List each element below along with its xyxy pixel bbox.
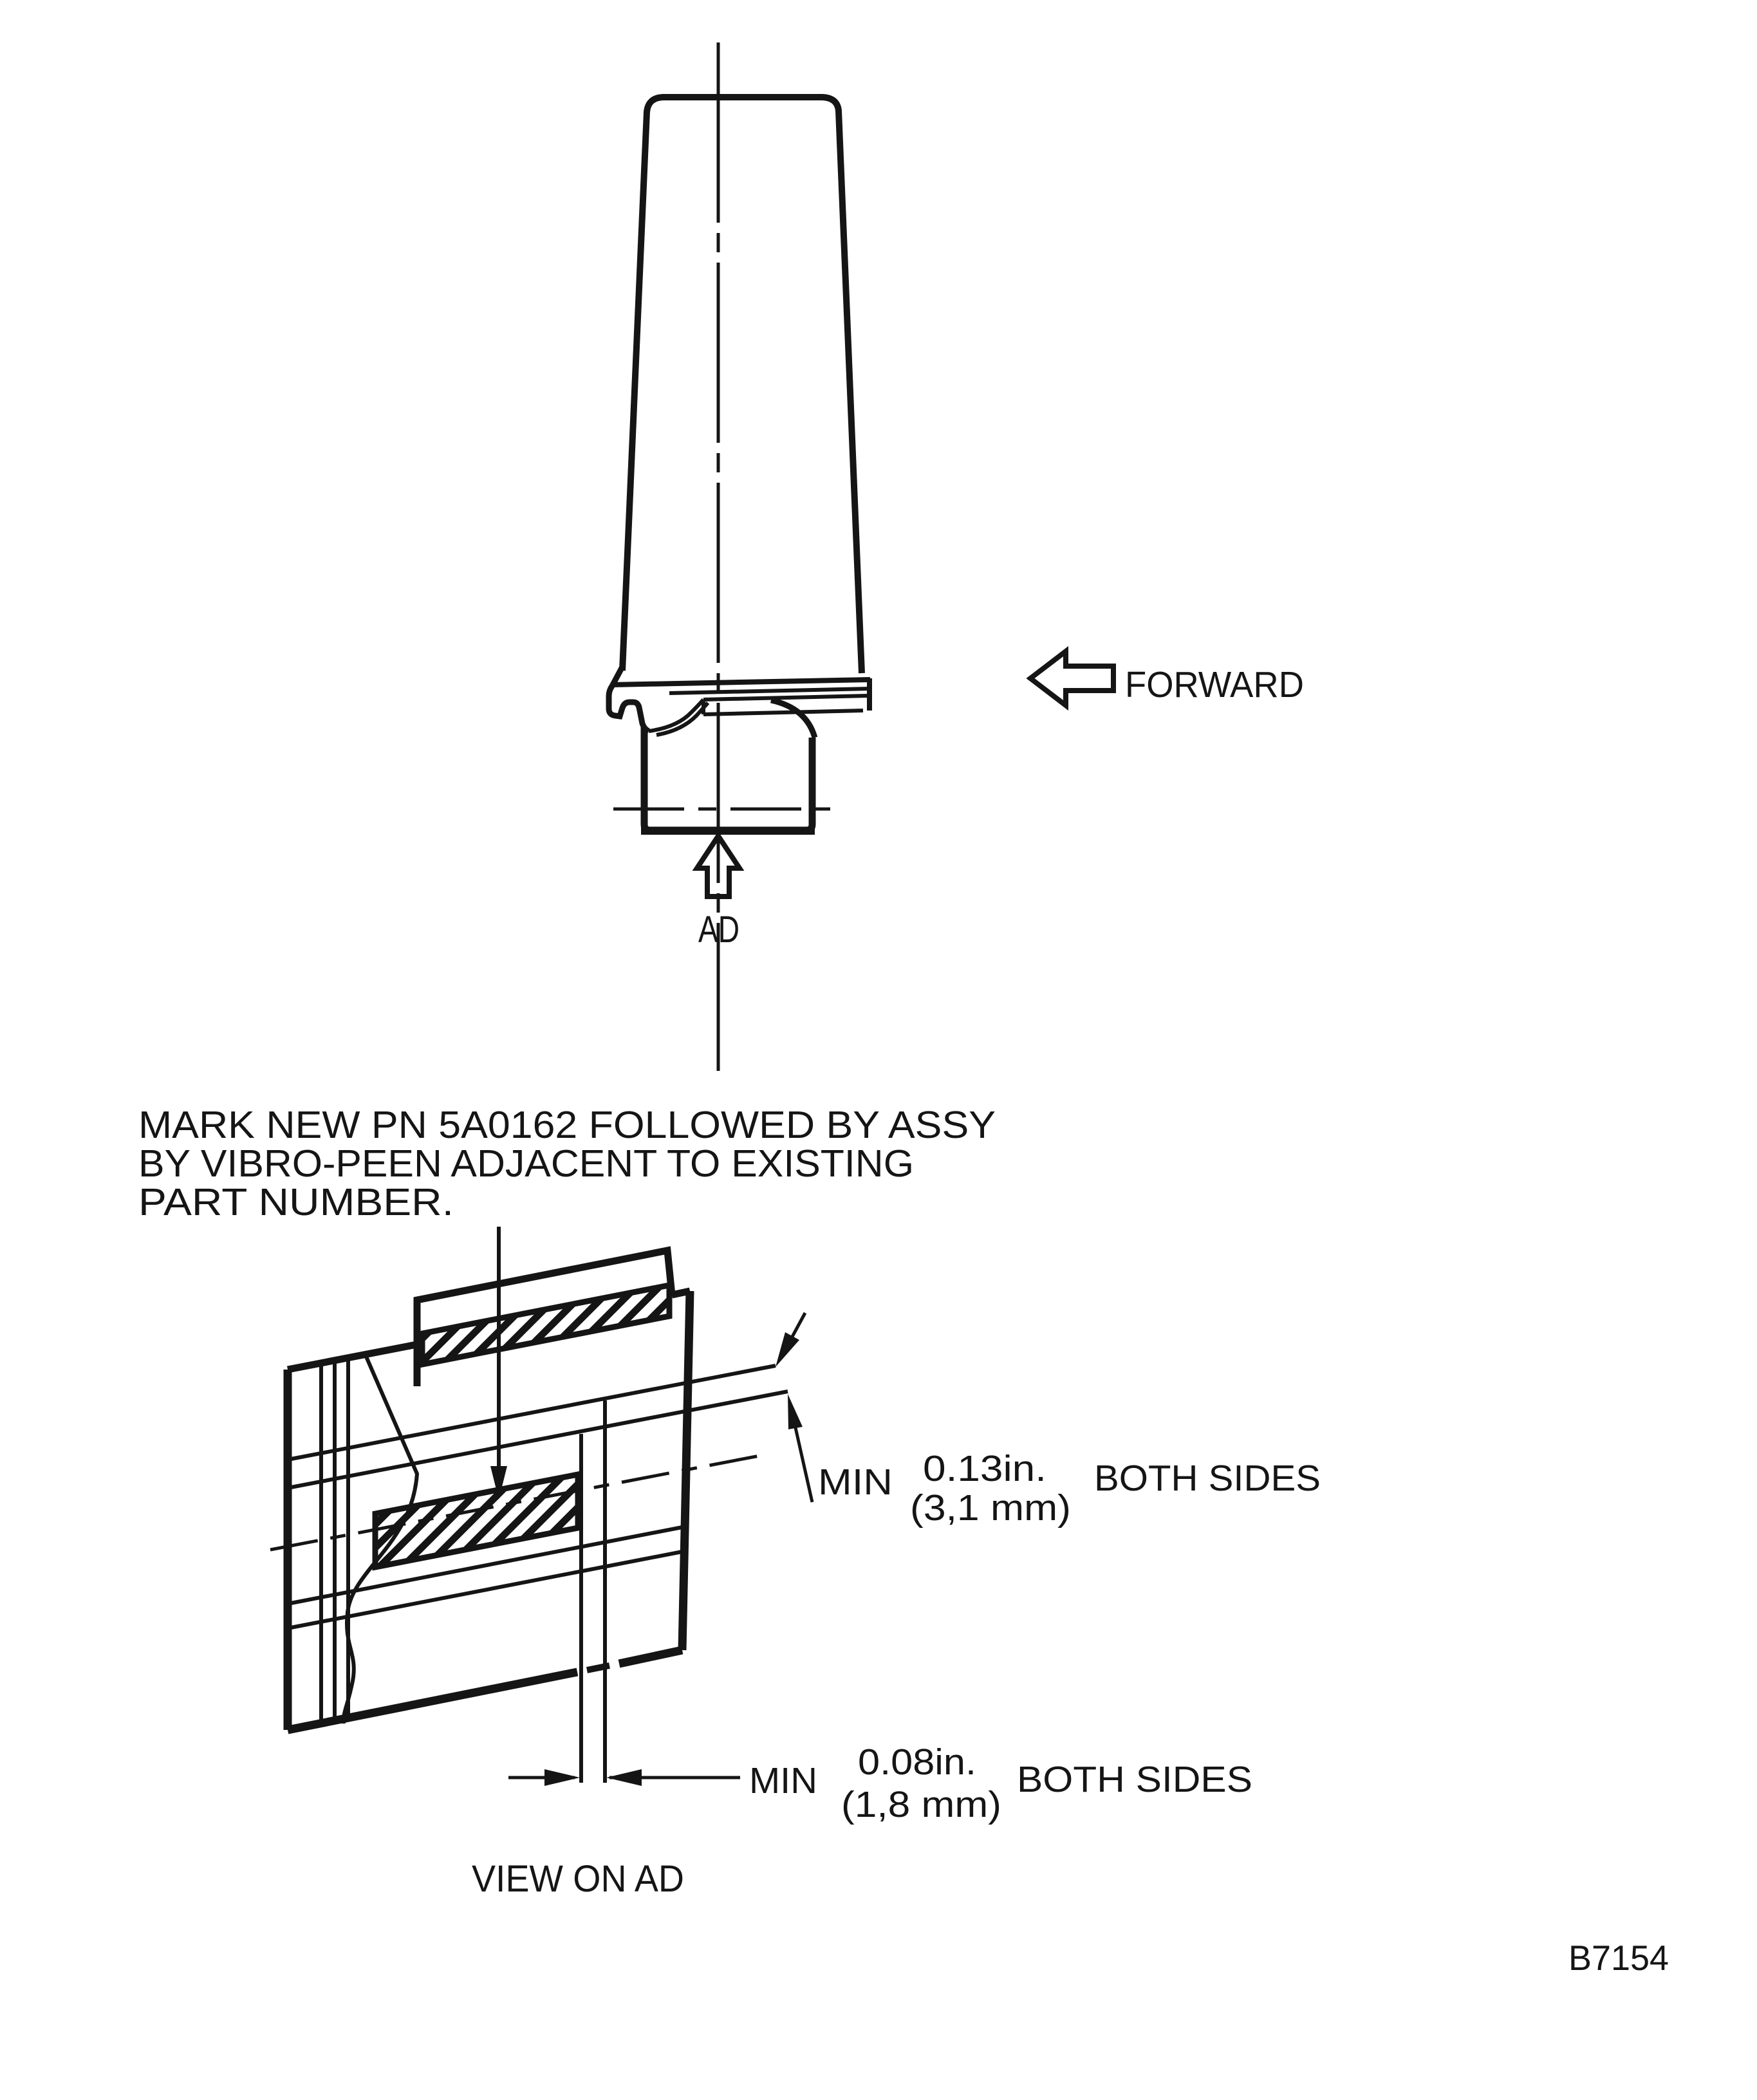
- note-line-2: BY VIBRO-PEEN ADJACENT TO EXISTING: [138, 1142, 914, 1185]
- dim2-inches-value: 0.08in.: [858, 1742, 976, 1783]
- platform-left-lip: [609, 667, 649, 731]
- root-right-fillet: [771, 700, 815, 738]
- note-line-1: MARK NEW PN 5A0162 FOLLOWED BY ASSY: [138, 1104, 996, 1146]
- marking-note: [138, 1104, 996, 1223]
- platform-underside-lower: [703, 711, 863, 714]
- view-direction-label: AD: [698, 909, 739, 951]
- dim-arrowhead-icon: [788, 1394, 803, 1429]
- min-width-dimension: [776, 1313, 1321, 1529]
- dim2-min-label: MIN: [749, 1760, 817, 1801]
- platform-top-edge: [612, 680, 870, 685]
- dim2-metric-value: (1,8 mm): [841, 1784, 1001, 1825]
- dim1-min-label: MIN: [818, 1462, 893, 1503]
- forward-direction-callout: [1030, 651, 1304, 705]
- detail-view-title: VIEW ON AD: [472, 1858, 684, 1900]
- dim-arrowhead-icon: [544, 1769, 580, 1786]
- forward-label: FORWARD: [1125, 664, 1304, 705]
- figure-number: B7154: [1568, 1938, 1669, 1978]
- dim2-both-sides-label: BOTH SIDES: [1017, 1759, 1252, 1800]
- blade-side-view: [609, 42, 1304, 1071]
- dim-arrowhead-icon: [606, 1769, 642, 1786]
- dim1-metric-value: (3,1 mm): [910, 1487, 1071, 1529]
- platform-top-edge-inner: [669, 689, 870, 693]
- forward-arrow-icon: [1030, 651, 1113, 705]
- note-line-3: PART NUMBER.: [138, 1181, 454, 1223]
- airfoil-outline: [622, 97, 862, 673]
- min-gap-dimension: [508, 1742, 1252, 1825]
- dim1-inches-value: 0.13in.: [923, 1448, 1046, 1489]
- dim-arrowhead-icon: [776, 1332, 799, 1367]
- dim1-both-sides-label: BOTH SIDES: [1094, 1458, 1321, 1499]
- dim-arrow-shaft: [794, 1419, 812, 1502]
- platform-underside-upper: [703, 696, 868, 700]
- detail-view-on-ad: [270, 1227, 1321, 1900]
- root-block-outline: [644, 727, 812, 830]
